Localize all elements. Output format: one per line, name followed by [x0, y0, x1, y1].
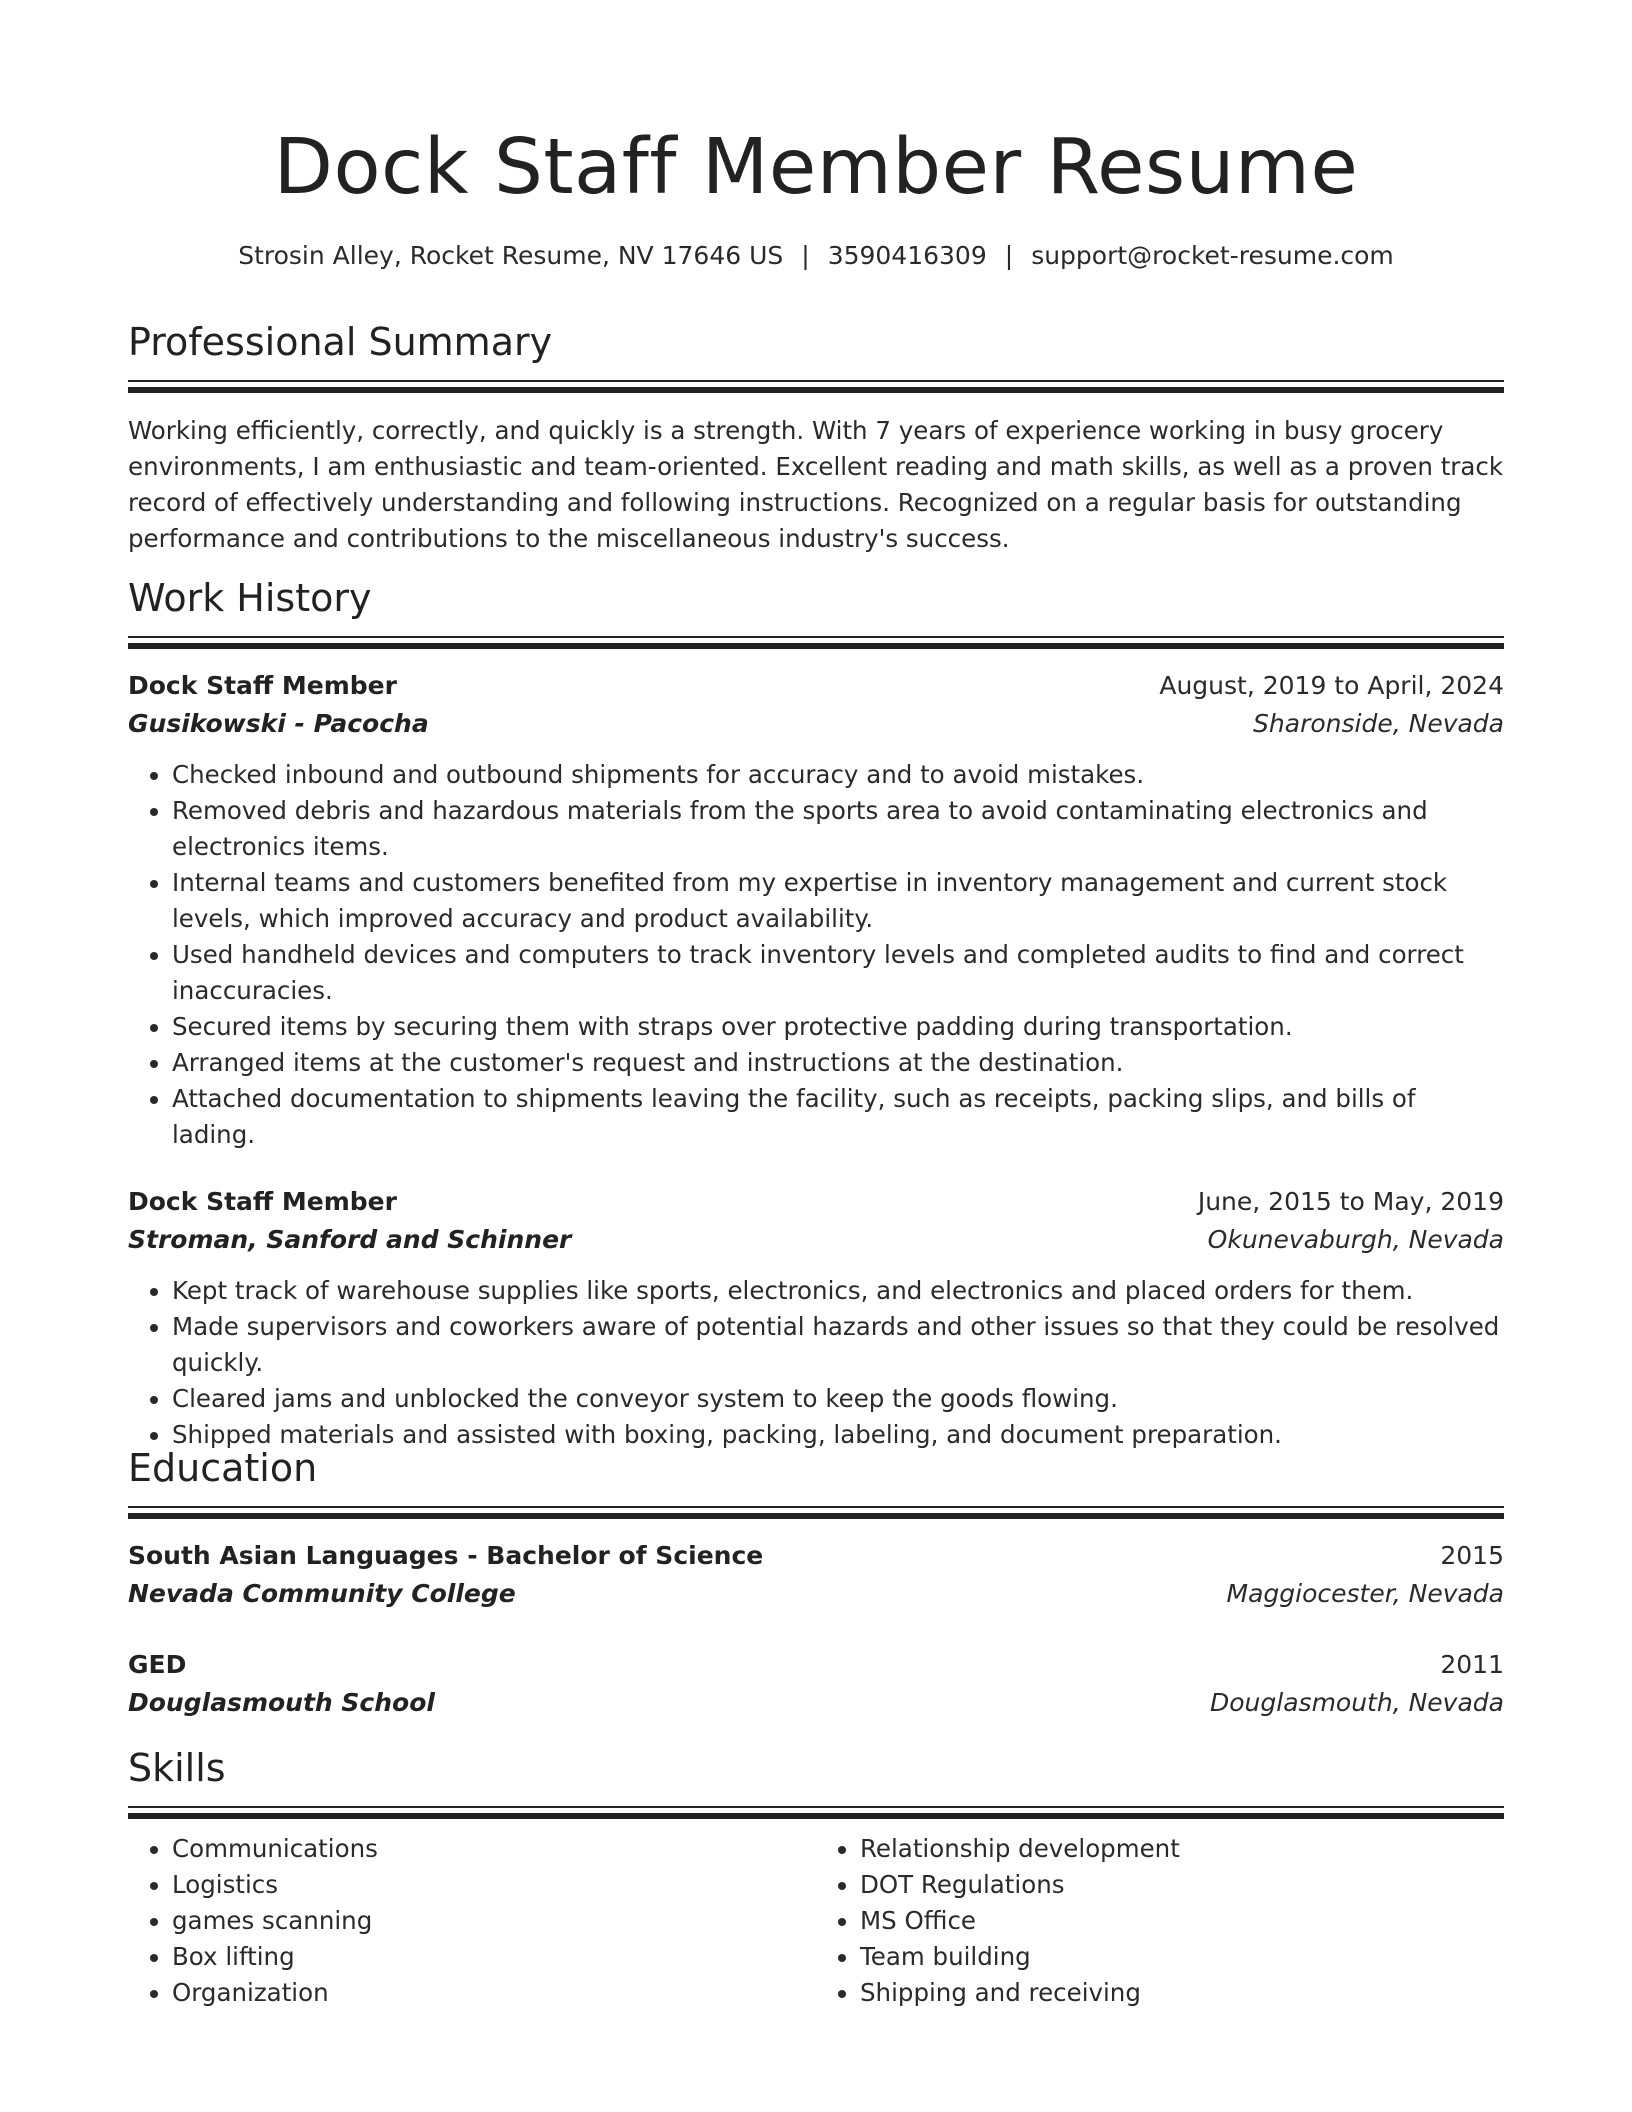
section-heading-education: Education	[128, 1446, 318, 1490]
education-header-row	[128, 1537, 1504, 1575]
education-school-row	[128, 1575, 1504, 1613]
list-item: • Arranged items at the customer's request and instructions at the destination.	[172, 1045, 1504, 1081]
contact-address: Strosin Alley, Rocket Resume, NV 17646 US	[238, 241, 784, 270]
job-dates: August, 2019 to April, 2024	[1159, 671, 1504, 700]
skill-item: • Relationship development	[860, 1831, 1504, 1867]
job-location: Okunevaburgh, Nevada	[1207, 1225, 1504, 1254]
list-item: • Checked inbound and outbound shipments for accuracy and to avoid mistakes.	[172, 757, 1504, 793]
section-heading-summary: Professional Summary	[128, 320, 553, 364]
job-entry	[128, 1183, 1504, 1453]
section-divider	[128, 636, 1504, 638]
section-divider-thick	[128, 1813, 1504, 1819]
job-company-row	[128, 705, 1504, 743]
work-history-section	[128, 572, 1504, 1453]
education-school-row	[128, 1684, 1504, 1722]
summary-section	[128, 316, 1504, 557]
list-item: • Kept track of warehouse supplies like sports, electronics, and electronics and placed orders for them.	[172, 1273, 1504, 1309]
contact-separator: |	[1004, 241, 1014, 270]
education-location: Maggiocester, Nevada	[1226, 1579, 1504, 1608]
list-item: • Internal teams and customers benefited from my expertise in inventory management and current stock levels, which improved accuracy and product availability.	[172, 865, 1504, 937]
list-item: • Removed debris and hazardous materials from the sports area to avoid contaminating electronics and electronics items.	[172, 793, 1504, 865]
list-item: • Used handheld devices and computers to track inventory levels and completed audits to find and correct inaccuracies.	[172, 937, 1504, 1009]
job-dates: June, 2015 to May, 2019	[1197, 1187, 1504, 1216]
section-heading-work: Work History	[128, 576, 372, 620]
skills-list-left	[128, 1831, 816, 2011]
education-entry	[128, 1646, 1504, 1722]
education-school: Douglasmouth School	[128, 1688, 435, 1717]
skill-item: • Logistics	[172, 1867, 816, 1903]
section-divider-thick	[128, 387, 1504, 393]
section-divider-thick	[128, 1513, 1504, 1519]
list-item: • Made supervisors and coworkers aware of potential hazards and other issues so that they could be resolved quickly.	[172, 1309, 1504, 1381]
section-divider-thick	[128, 643, 1504, 649]
job-title: Dock Staff Member	[128, 671, 397, 700]
page-title: Dock Staff Member Resume	[273, 123, 1359, 212]
education-header-row	[128, 1646, 1504, 1684]
skill-item: • Team building	[860, 1939, 1504, 1975]
education-degree: South Asian Languages - Bachelor of Science	[128, 1541, 764, 1570]
skill-item: • MS Office	[860, 1903, 1504, 1939]
skill-item: • DOT Regulations	[860, 1867, 1504, 1903]
contact-separator: |	[801, 241, 810, 270]
skills-list-right	[816, 1831, 1504, 2011]
list-item: • Secured items by securing them with straps over protective padding during transportation.	[172, 1009, 1504, 1045]
section-divider	[128, 380, 1504, 382]
job-header-row	[128, 667, 1504, 705]
job-company: Gusikowski - Pacocha	[128, 709, 429, 738]
skill-item: • Communications	[172, 1831, 816, 1867]
job-title: Dock Staff Member	[128, 1187, 397, 1216]
job-company-row	[128, 1221, 1504, 1259]
skills-section	[128, 1742, 1504, 2011]
list-item: • Cleared jams and unblocked the conveyor system to keep the goods flowing.	[172, 1381, 1504, 1417]
section-divider	[128, 1506, 1504, 1508]
education-location: Douglasmouth, Nevada	[1210, 1688, 1504, 1717]
job-bullet-list	[128, 1273, 1504, 1453]
section-divider	[128, 1806, 1504, 1808]
job-entry	[128, 667, 1504, 1153]
education-degree: GED	[128, 1650, 187, 1679]
job-location: Sharonside, Nevada	[1253, 709, 1504, 738]
job-company: Stroman, Sanford and Schinner	[128, 1225, 572, 1254]
list-item: • Attached documentation to shipments leaving the facility, such as receipts, packing slips, and bills of lading.	[172, 1081, 1504, 1153]
contact-email: support@rocket-resume.com	[1031, 241, 1394, 270]
education-year: 2011	[1440, 1650, 1504, 1679]
job-header-row	[128, 1183, 1504, 1221]
education-entry	[128, 1537, 1504, 1613]
education-year: 2015	[1440, 1541, 1504, 1570]
contact-line	[128, 238, 1504, 274]
contact-phone: 3590416309	[827, 241, 987, 270]
education-school: Nevada Community College	[128, 1579, 516, 1608]
skill-item: • games scanning	[172, 1903, 816, 1939]
skills-columns	[128, 1831, 1504, 2011]
section-heading-skills: Skills	[128, 1746, 226, 1790]
skill-item: • Shipping and receiving	[860, 1975, 1504, 2011]
job-bullet-list	[128, 757, 1504, 1153]
summary-text: Working efficiently, correctly, and quickly is a strength. With 7 years of experience working in busy grocery environments, I am enthusiastic and team-oriented. Excellent reading and math skills, as well as a proven track record of effectively understanding and following instructions. Recognized on a regular basis for outstanding performance and contributions to the miscellaneous industry's success.	[128, 416, 1504, 553]
skill-item: • Box lifting	[172, 1939, 816, 1975]
skill-item: • Organization	[172, 1975, 816, 2011]
list-item: • Shipped materials and assisted with boxing, packing, labeling, and document preparation.	[172, 1417, 1504, 1453]
education-section	[128, 1442, 1504, 1722]
